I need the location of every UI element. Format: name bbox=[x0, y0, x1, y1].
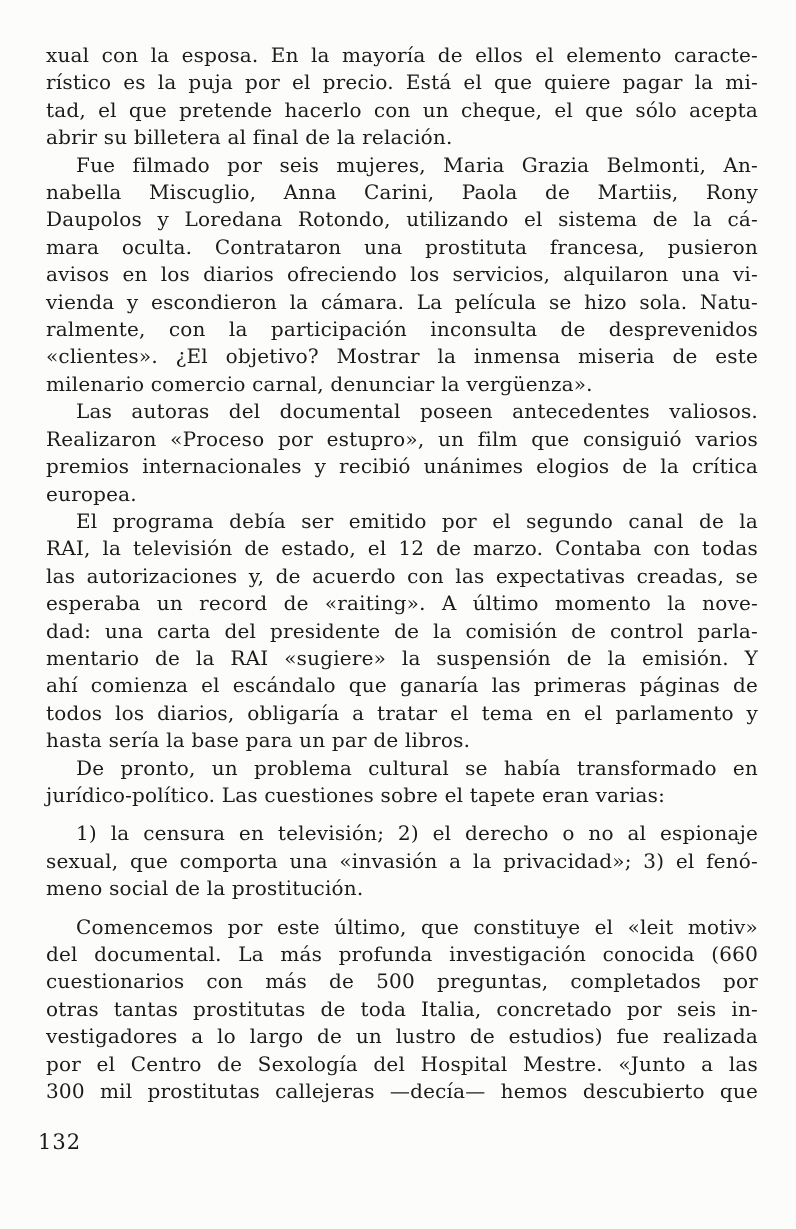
text-line: otras tantas prostitutas de toda Italia, concretado por seis in- bbox=[46, 996, 758, 1021]
text-line: todos los diarios, obligaría a tratar el tema en el parlamento y bbox=[46, 700, 758, 725]
text-line: Daupolos y Loredana Rotondo, utilizando el sistema de la cá- bbox=[46, 207, 758, 232]
text-line: ralmente, con la participación inconsulta de desprevenidos bbox=[46, 317, 758, 342]
text-line: vienda y escondieron la cámara. La película se hizo sola. Natu- bbox=[46, 289, 758, 314]
paragraph bbox=[46, 820, 758, 902]
text-line: Las autoras del documental poseen antecedentes valiosos. bbox=[76, 399, 758, 424]
text-line: xual con la esposa. En la mayoría de ellos el elemento caracte- bbox=[46, 43, 758, 67]
text-line: Realizaron «Proceso por estupro», un film que consiguió varios bbox=[46, 426, 758, 451]
text-line: 300 mil prostitutas callejeras —decía— hemos descubierto que bbox=[46, 1079, 758, 1104]
text-line: hasta sería la base para un par de libros. bbox=[46, 728, 471, 753]
text-line: Comencemos por este último, que constituye el «leit motiv» bbox=[76, 914, 758, 939]
paragraph bbox=[46, 152, 758, 399]
text-line: avisos en los diarios ofreciendo los servicios, alquilaron una vi- bbox=[46, 262, 758, 287]
text-line: sexual, que comporta una «invasión a la privacidad»; 3) el fenó- bbox=[46, 848, 758, 873]
paragraph bbox=[46, 508, 758, 755]
text-line: jurídico-político. Las cuestiones sobre el tapete eran varias: bbox=[46, 782, 666, 807]
page-text bbox=[46, 42, 758, 1105]
text-line: ahí comienza el escándalo que ganaría las primeras páginas de bbox=[46, 673, 758, 698]
text-line: «clientes». ¿El objetivo? Mostrar la inmensa miseria de este bbox=[46, 344, 758, 369]
text-line: dad: una carta del presidente de la comisión de control parla- bbox=[46, 618, 758, 643]
text-line: vestigadores a lo largo de un lustro de estudios) fue realizada bbox=[46, 1024, 758, 1049]
text-line: las autorizaciones y, de acuerdo con las expectativas creadas, se bbox=[46, 563, 758, 588]
text-line: mara oculta. Contrataron una prostituta francesa, pusieron bbox=[46, 234, 758, 259]
text-line: mentario de la RAI «sugiere» la suspensión de la emisión. Y bbox=[46, 645, 758, 670]
text-line: Fue filmado por seis mujeres, Maria Grazia Belmonti, An- bbox=[76, 152, 758, 177]
page-number: 132 bbox=[38, 1130, 82, 1154]
text-line: premios internacionales y recibió unánimes elogios de la crítica bbox=[46, 454, 758, 479]
text-line: rístico es la puja por el precio. Está el que quiere pagar la mi- bbox=[46, 70, 758, 95]
text-line: del documental. La más profunda investigación conocida (660 bbox=[46, 942, 758, 966]
text-line: De pronto, un problema cultural se había transformado en bbox=[76, 755, 758, 780]
text-line: meno social de la prostitución. bbox=[46, 876, 364, 901]
text-line: 1) la censura en televisión; 2) el derecho o no al espionaje bbox=[76, 821, 758, 846]
paragraph bbox=[46, 755, 758, 810]
text-line: RAI, la televisión de estado, el 12 de marzo. Contaba con todas bbox=[46, 536, 758, 561]
text-line: tad, el que pretende hacerlo con un cheque, el que sólo acepta bbox=[46, 97, 758, 122]
text-line: nabella Miscuglio, Anna Carini, Paola de Martiis, Rony bbox=[46, 180, 758, 205]
paragraph bbox=[46, 42, 758, 152]
text-line: cuestionarios con más de 500 preguntas, completados por bbox=[46, 969, 758, 994]
text-line: por el Centro de Sexología del Hospital Mestre. «Junto a las bbox=[46, 1051, 758, 1076]
paragraph bbox=[46, 398, 758, 508]
paragraph bbox=[46, 914, 758, 1106]
text-line: milenario comercio carnal, denunciar la vergüenza». bbox=[46, 371, 593, 396]
text-line: esperaba un record de «raiting». A último momento la nove- bbox=[46, 591, 758, 616]
text-line: abrir su billetera al final de la relación. bbox=[46, 125, 453, 150]
text-line: El programa debía ser emitido por el segundo canal de la bbox=[76, 508, 758, 533]
text-line: europea. bbox=[46, 481, 137, 506]
